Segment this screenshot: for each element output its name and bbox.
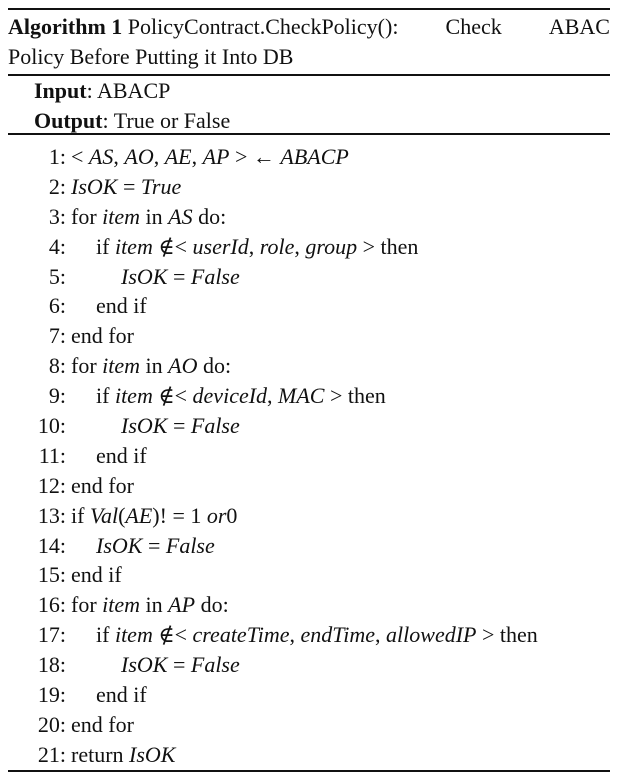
algorithm-line bbox=[0, 232, 618, 262]
math-term: IsOK bbox=[129, 741, 176, 767]
line-number: 9: bbox=[48, 383, 66, 409]
algorithm-line bbox=[0, 202, 618, 232]
algorithm-line bbox=[0, 471, 618, 501]
caption-title-word: PolicyContract.CheckPolicy(): bbox=[127, 14, 399, 39]
line-number: 8: bbox=[48, 353, 66, 379]
line-number: 5: bbox=[48, 263, 66, 289]
code-text: for bbox=[71, 353, 103, 379]
line-code bbox=[121, 262, 240, 292]
code-text: end if bbox=[96, 682, 147, 708]
math-term: IsOK bbox=[121, 413, 168, 439]
caption-line-1 bbox=[8, 12, 610, 42]
algorithm-line bbox=[0, 142, 618, 172]
code-text: if bbox=[96, 383, 115, 409]
caption-title-word: Check bbox=[445, 14, 502, 39]
algorithm-label: Algorithm 1 bbox=[8, 14, 123, 39]
math-term: deviceId bbox=[192, 383, 268, 409]
code-text: if bbox=[71, 502, 90, 528]
input-value: : ABACP bbox=[86, 78, 171, 103]
line-number: 3: bbox=[48, 203, 66, 229]
code-text: ∉< bbox=[152, 383, 193, 409]
code-text: > then bbox=[324, 383, 386, 409]
math-term: AS bbox=[168, 203, 193, 229]
line-code bbox=[96, 291, 147, 321]
bottom-rule bbox=[8, 770, 610, 772]
code-text: in bbox=[140, 203, 169, 229]
code-text: , bbox=[153, 144, 165, 169]
code-text: , bbox=[289, 622, 301, 648]
code-text: if bbox=[96, 622, 115, 648]
code-text: = bbox=[167, 652, 191, 678]
line-number: 12: bbox=[37, 472, 66, 498]
algorithm-line bbox=[0, 441, 618, 471]
math-term: False bbox=[190, 652, 240, 678]
code-text: , bbox=[267, 383, 279, 409]
code-text: end for bbox=[71, 323, 134, 349]
algorithm-line bbox=[0, 262, 618, 292]
line-code bbox=[71, 321, 134, 351]
code-text: end for bbox=[71, 472, 134, 498]
line-code bbox=[71, 471, 134, 501]
line-code bbox=[96, 531, 215, 561]
math-term: AE bbox=[125, 502, 153, 528]
algorithm-line bbox=[0, 172, 618, 202]
code-text: do: bbox=[192, 203, 227, 229]
line-code bbox=[71, 560, 122, 590]
line-code bbox=[96, 232, 418, 262]
line-number: 6: bbox=[48, 293, 66, 319]
math-term: AS bbox=[88, 144, 114, 169]
output-label: Output bbox=[34, 108, 103, 133]
code-text: , bbox=[113, 144, 125, 169]
code-text: do: bbox=[197, 353, 232, 379]
math-term: endTime bbox=[300, 622, 376, 648]
line-number: 1: bbox=[48, 144, 66, 169]
math-term: False bbox=[190, 263, 240, 289]
math-term: True bbox=[140, 173, 182, 199]
code-text: return bbox=[71, 741, 130, 767]
math-term: IsOK bbox=[96, 532, 143, 558]
code-text: if bbox=[96, 233, 115, 259]
caption-title-word: ABAC bbox=[548, 14, 610, 39]
line-number: 7: bbox=[48, 323, 66, 349]
algorithm-line bbox=[0, 740, 618, 770]
math-term: item bbox=[114, 383, 153, 409]
algorithm-caption bbox=[8, 12, 610, 72]
math-term: item bbox=[102, 592, 141, 618]
line-code bbox=[96, 620, 538, 650]
line-number: 11: bbox=[38, 442, 66, 468]
code-text: for bbox=[71, 203, 103, 229]
input-label: Input bbox=[34, 78, 87, 103]
code-text: in bbox=[140, 592, 169, 618]
line-code bbox=[71, 172, 181, 202]
code-text: end for bbox=[71, 711, 134, 737]
line-code bbox=[121, 411, 240, 441]
math-term: AO bbox=[124, 144, 154, 169]
code-text: , bbox=[294, 233, 306, 259]
math-term: False bbox=[190, 413, 240, 439]
math-term: createTime bbox=[192, 622, 290, 648]
math-term: False bbox=[165, 532, 215, 558]
math-term: item bbox=[102, 353, 141, 379]
code-text: = bbox=[167, 263, 191, 289]
algorithm-line bbox=[0, 710, 618, 740]
math-term: allowedIP bbox=[386, 622, 477, 648]
line-number: 4: bbox=[48, 233, 66, 259]
line-number: 20: bbox=[37, 711, 66, 737]
algorithm-line bbox=[0, 560, 618, 590]
algorithm-line bbox=[0, 501, 618, 531]
math-term: IsOK bbox=[71, 173, 118, 199]
code-text: in bbox=[140, 353, 169, 379]
math-term: group bbox=[305, 233, 358, 259]
code-text: ∉< bbox=[152, 622, 193, 648]
code-text: > then bbox=[476, 622, 538, 648]
code-text: )! = 1 bbox=[152, 502, 207, 528]
code-text: , bbox=[375, 622, 387, 648]
math-term: role bbox=[259, 233, 295, 259]
line-code bbox=[96, 381, 386, 411]
code-text: do: bbox=[195, 592, 229, 618]
algorithm-line bbox=[0, 411, 618, 441]
line-number: 19: bbox=[37, 682, 66, 708]
math-term: IsOK bbox=[121, 652, 168, 678]
line-number: 21: bbox=[37, 741, 66, 767]
algorithm-line bbox=[0, 351, 618, 381]
math-term: item bbox=[114, 622, 153, 648]
code-text: ( bbox=[118, 502, 126, 528]
line-code bbox=[71, 351, 231, 381]
caption-line-2: Policy Before Putting it Into DB bbox=[8, 44, 294, 69]
math-term: userId bbox=[192, 233, 249, 259]
algorithm-line bbox=[0, 321, 618, 351]
math-term: ABACP bbox=[280, 144, 349, 169]
line-code bbox=[71, 740, 175, 770]
line-code bbox=[71, 501, 237, 531]
line-number: 18: bbox=[37, 652, 66, 678]
line-code bbox=[121, 650, 240, 680]
math-term: Val bbox=[89, 502, 119, 528]
math-term: AP bbox=[168, 592, 196, 618]
code-text: = bbox=[167, 413, 191, 439]
math-term: IsOK bbox=[121, 263, 168, 289]
line-code bbox=[71, 142, 349, 172]
math-term: AE bbox=[164, 144, 192, 169]
math-term: item bbox=[114, 233, 153, 259]
math-term: or bbox=[206, 502, 227, 528]
algorithm-line bbox=[0, 620, 618, 650]
algorithm-line bbox=[0, 590, 618, 620]
code-text: end if bbox=[96, 293, 147, 319]
algorithm-input bbox=[34, 76, 170, 106]
algorithm-line bbox=[0, 680, 618, 710]
code-text: > then bbox=[357, 233, 419, 259]
math-term: item bbox=[102, 203, 141, 229]
top-rule bbox=[8, 8, 610, 10]
line-number: 15: bbox=[37, 562, 66, 588]
math-term: AP bbox=[202, 144, 230, 169]
code-text: < bbox=[71, 144, 89, 169]
algorithm-line bbox=[0, 650, 618, 680]
line-code bbox=[96, 441, 147, 471]
line-code bbox=[71, 710, 134, 740]
caption-head bbox=[8, 12, 398, 42]
code-text: = bbox=[142, 532, 166, 558]
code-text: ∉< bbox=[152, 233, 193, 259]
line-number: 16: bbox=[37, 592, 66, 618]
code-text: = bbox=[117, 173, 141, 199]
line-number: 17: bbox=[37, 622, 66, 648]
code-text: , bbox=[191, 144, 203, 169]
code-text: for bbox=[71, 592, 103, 618]
algorithm-body bbox=[0, 142, 618, 770]
line-number: 14: bbox=[37, 532, 66, 558]
line-code bbox=[96, 680, 147, 710]
algorithm-line bbox=[0, 531, 618, 561]
code-text: end if bbox=[71, 562, 122, 588]
line-number: 13: bbox=[37, 502, 66, 528]
algorithm-output bbox=[34, 106, 230, 136]
code-text: 0 bbox=[226, 502, 238, 528]
code-text: > ← bbox=[229, 144, 281, 169]
io-rule bbox=[8, 133, 610, 135]
line-code bbox=[71, 590, 229, 620]
code-text: , bbox=[248, 233, 260, 259]
line-number: 2: bbox=[48, 173, 66, 199]
math-term: AO bbox=[168, 353, 198, 379]
line-code bbox=[71, 202, 226, 232]
algorithm-line bbox=[0, 381, 618, 411]
math-term: MAC bbox=[278, 383, 325, 409]
code-text: end if bbox=[96, 442, 147, 468]
line-number: 10: bbox=[37, 413, 66, 439]
algorithm-line bbox=[0, 291, 618, 321]
output-value: : True or False bbox=[102, 108, 231, 133]
